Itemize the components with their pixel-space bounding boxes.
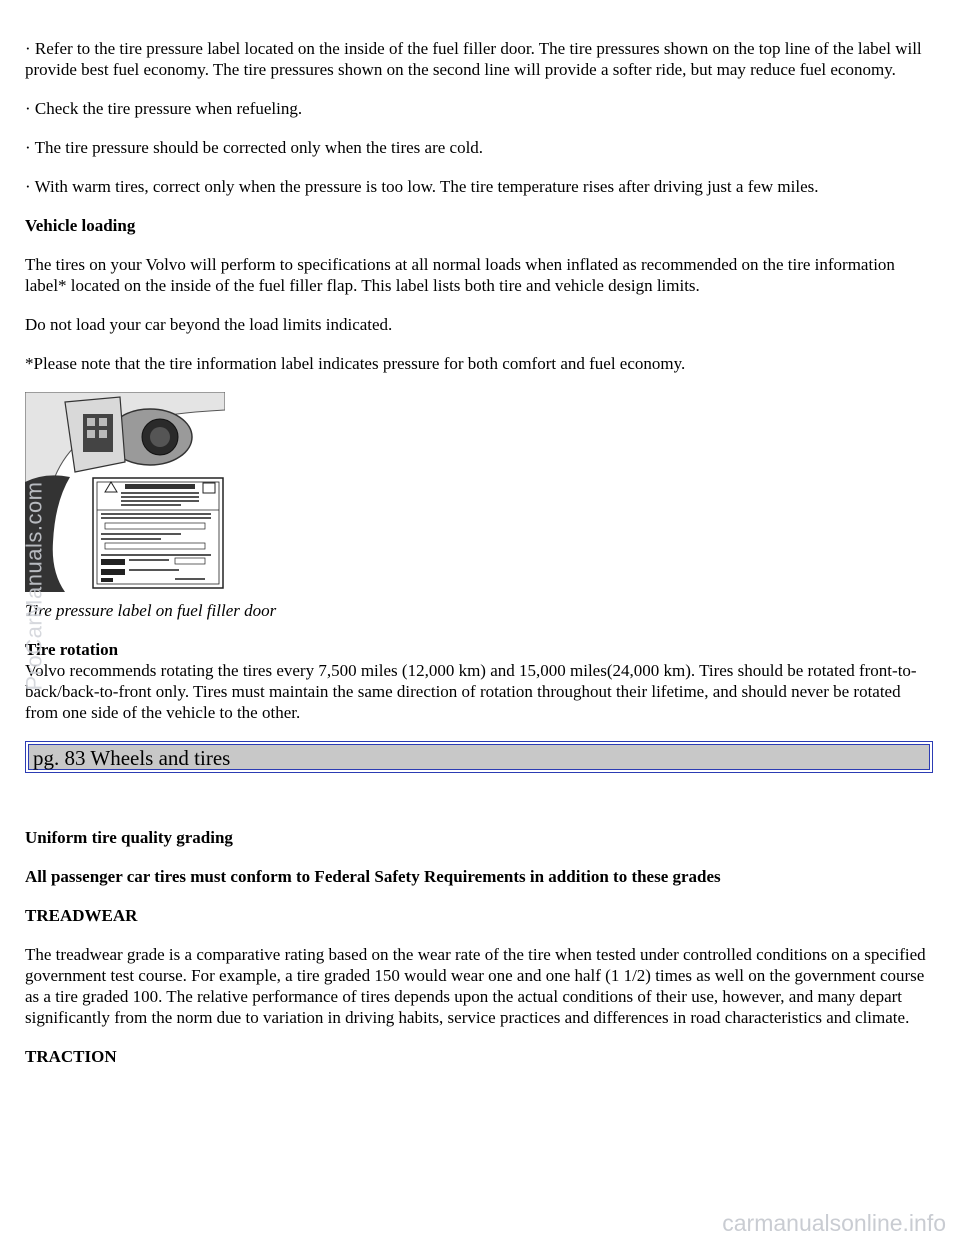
vehicle-loading-paragraph: The tires on your Volvo will perform to specifications at all normal loads when inflated as recommended on the tire information label* located on the inside of the fuel filler flap. This label lists both tire and vehicle design limits. [25,255,895,295]
footer-watermark: carmanualsonline.info [722,1210,946,1236]
tire-rotation-heading: Tire rotation [25,640,119,659]
bullet-cold-tires: · The tire pressure should be corrected only when the tires are cold. [25,138,484,157]
side-watermark: ProCarManuals.com [21,481,47,691]
section-spacer [25,773,935,827]
tire-rotation-paragraph: Volvo recommends rotating the tires every 7,500 miles (12,000 km) and 15,000 miles(24,000 km). Tires should be rotated front-to-back/back-to-front only. Tires must maintain the same direction of rotation throughout their lifetime, and should never be rotated from one side of the vehicle to the other. [25,661,917,722]
figure-caption: Tire pressure label on fuel filler door [25,601,277,620]
bullet-pressure-label: · Refer to the tire pressure label located on the inside of the fuel filler door. The tire pressures shown on the top line of the label will provide best fuel economy. The tire pressures shown on the second line will provide a softer ride, but may reduce fuel economy. [25,39,922,79]
label-note-paragraph: *Please note that the tire information label indicates pressure for both comfort and fuel economy. [25,354,686,373]
grading-subheading: All passenger car tires must conform to Federal Safety Requirements in addition to these grades [25,867,721,886]
fuel-filler-door-illustration [25,392,225,592]
treadwear-paragraph: The treadwear grade is a comparative rating based on the wear rate of the tire when tested under controlled conditions on a specified government test course. For example, a tire graded 150 would wear one and one half (1 1/2) times as well on the government course as a tire graded 100. The relative performance of tires depends upon the actual conditions of their use, however, and many depart significantly from the norm due to variation in driving habits, service practices and differences in road characteristics and climate. [25,945,926,1027]
section-header-title: pg. 83 Wheels and tires [28,744,930,770]
bullet-warm-tires: · With warm tires, correct only when the pressure is too low. The tire temperature rises after driving just a few miles. [25,177,819,196]
treadwear-heading: TREADWEAR [25,906,138,925]
traction-heading: TRACTION [25,1047,117,1066]
vehicle-loading-heading: Vehicle loading [25,216,136,235]
load-limit-paragraph: Do not load your car beyond the load limits indicated. [25,315,393,334]
bullet-check-refueling: · Check the tire pressure when refueling. [25,99,303,118]
grading-heading: Uniform tire quality grading [25,828,233,847]
section-header-bar [25,741,933,773]
manual-page [21,38,935,1085]
